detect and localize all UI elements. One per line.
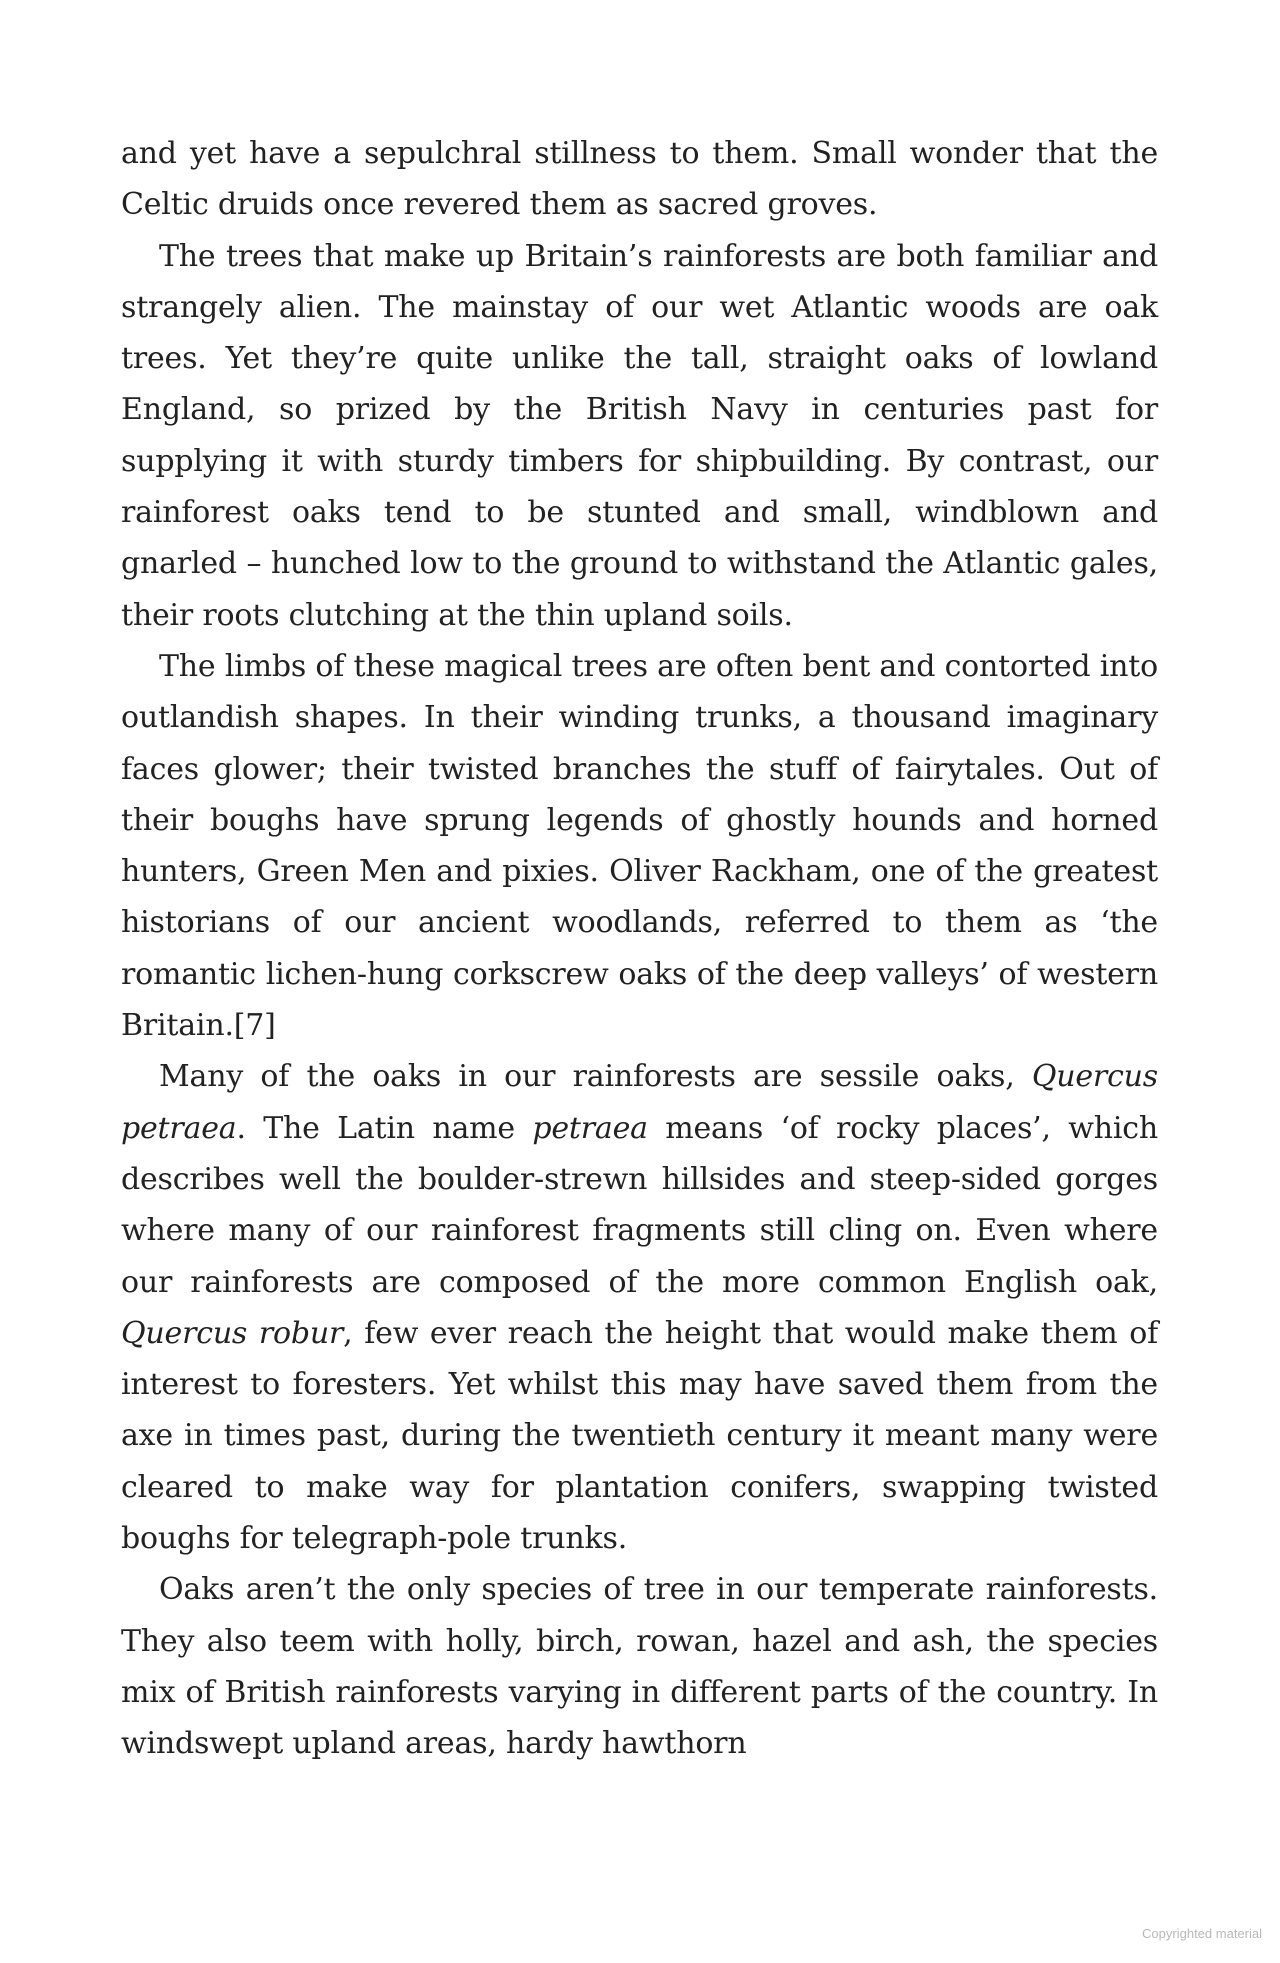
- paragraph: [121, 231, 1158, 641]
- paragraph: [121, 1564, 1158, 1769]
- text-run: The limbs of these magical trees are often bent and contorted into outlandish shapes. In their winding trunks, a thousand imaginary faces glower; their twisted branches the stuff of fairytales. Out of their boughs have sprung legends of ghostly hounds and horned hunters, Green Men and pixies. Oliver Rackham, one of the greatest historians of our ancient woodlands, referred to them as ‘the romantic lichen-hung corkscrew oaks of the deep valleys’ of western Britain.[7]: [121, 648, 1158, 1044]
- italic-text: Quercus petraea: [121, 1059, 1158, 1146]
- text-run: and yet have a sepulchral stillness to them. Small wonder that the Celtic druids once revered them as sacred groves.: [121, 136, 1158, 223]
- page-body: [121, 128, 1158, 1770]
- text-run: Oaks aren’t the only species of tree in our temperate rainforests. They also teem with holly, birch, rowan, hazel and ash, the species mix of British rainforests varying in different parts of the country. In windswept upland areas, hardy hawthorn: [121, 1572, 1158, 1762]
- text-run: means ‘of rocky places’, which describes well the boulder-strewn hillsides and steep-sided gorges where many of our rainforest fragments still cling on. Even where our rainforests are composed of the more common English oak,: [121, 1110, 1158, 1300]
- text-run: , few ever reach the height that would make them of interest to foresters. Yet whilst this may have saved them from the axe in times past, during the twentieth century it meant many were cleared to make way for plantation conifers, swapping twisted boughs for telegraph-pole trunks.: [121, 1315, 1158, 1557]
- paragraph: [121, 641, 1158, 1051]
- text-run: Many of the oaks in our rainforests are sessile oaks,: [159, 1059, 1032, 1095]
- italic-text: Quercus robur: [121, 1315, 344, 1351]
- copyright-watermark: Copyrighted material: [1142, 1926, 1262, 1941]
- paragraph: [121, 1051, 1158, 1564]
- italic-text: petraea: [532, 1110, 648, 1146]
- text-run: . The Latin name: [236, 1110, 533, 1146]
- text-run: The trees that make up Britain’s rainforests are both familiar and strangely alien. The mainstay of our wet Atlantic woods are oak trees. Yet they’re quite unlike the tall, straight oaks of lowland England, so prized by the British Navy in centuries past for supplying it with sturdy timbers for shipbuilding. By contrast, our rainforest oaks tend to be stunted and small, windblown and gnarled – hunched low to the ground to withstand the Atlantic gales, their roots clutching at the thin upland soils.: [121, 238, 1158, 633]
- paragraph: [121, 128, 1158, 231]
